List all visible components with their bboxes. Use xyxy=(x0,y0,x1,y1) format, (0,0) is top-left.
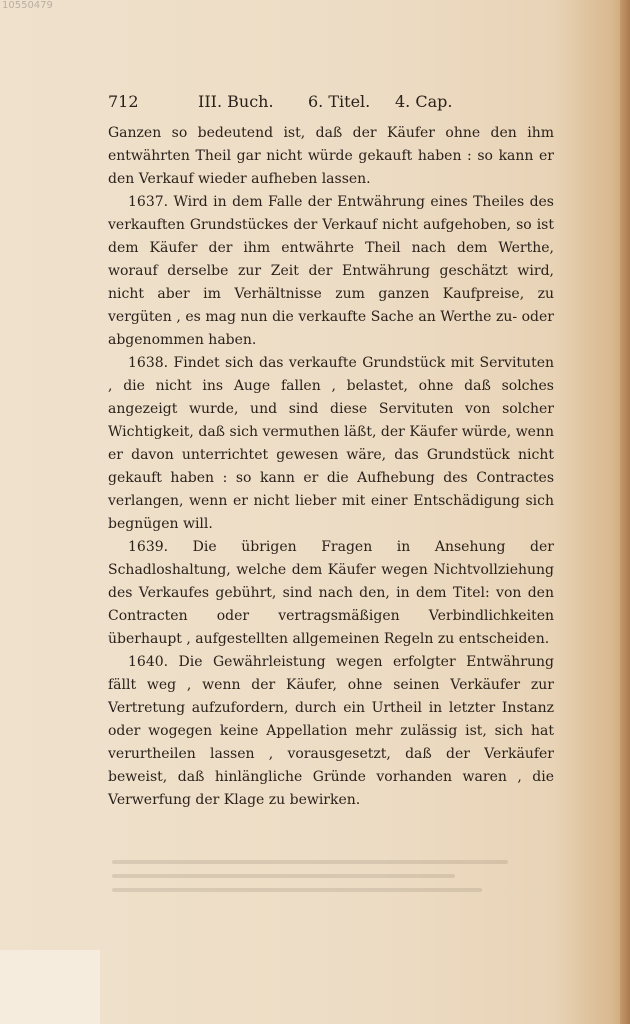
header-book: III. Buch. xyxy=(198,92,274,111)
paragraph-1639: 1639. Die übrigen Fragen in Ansehung der Schadloshaltung, welche dem Käufer wegen Nichtvollziehung des Verkaufes gebührt, sind nach den, in dem Titel: von den Contracten oder vertragsmäßigen Verbindlichkeiten überhaupt , aufgestellten allgemeinen Regeln zu entscheiden. xyxy=(108,539,554,647)
body-text xyxy=(108,122,554,812)
scan-id-stamp: 10550479 xyxy=(2,0,53,11)
show-through-text xyxy=(112,850,552,910)
paragraph-1640: 1640. Die Gewährleistung wegen erfolgter Entwährung fällt weg , wenn der Käufer, ohne seinen Verkäufer zur Vertretung aufzufordern, durch ein Urtheil in letzter Instanz oder wogegen keine Appellation mehr zulässig ist, sich hat verurtheilen lassen , vorausgesetzt, daß der Verkäufer beweist, daß hinlängliche Gründe vorhanden waren , die Verwerfung der Klage zu bewirken. xyxy=(108,654,554,808)
paragraph-1638: 1638. Findet sich das verkaufte Grundstück mit Servituten , die nicht ins Auge fallen , belastet, ohne daß solches angezeigt wurde, und sind diese Servituten von solcher Wichtigkeit, daß sich vermuthen läßt, der Käufer würde, wenn er davon unterrichtet gewesen wäre, das Grundstück nicht gekauft haben : so kann er die Aufhebung des Contractes verlangen, wenn er nicht lieber mit einer Entschädigung sich begnügen will. xyxy=(108,355,554,532)
page-number: 712 xyxy=(108,92,139,111)
header-title: 6. Titel. xyxy=(308,92,371,111)
paragraph-1637: 1637. Wird in dem Falle der Entwährung eines Theiles des verkauften Grundstückes der Verkauf nicht aufgehoben, so ist dem Käufer der ihm entwährte Theil nach dem Werthe, worauf derselbe zur Zeit der Entwährung geschätzt wird, nicht aber im Verhältnisse zum ganzen Kaufpreise, zu vergüten , es mag nun die verkaufte Sache an Werthe zu- oder abgenommen haben. xyxy=(108,194,554,348)
scan-corner-patch xyxy=(0,950,100,1024)
page-edge-shadow xyxy=(620,0,630,1024)
running-header xyxy=(108,92,468,116)
paragraph-continuation: Ganzen so bedeutend ist, daß der Käufer ohne den ihm entwährten Theil gar nicht würde gekauft haben : so kann er den Verkauf wieder aufheben lassen. xyxy=(108,125,554,187)
header-chapter: 4. Cap. xyxy=(395,92,453,111)
